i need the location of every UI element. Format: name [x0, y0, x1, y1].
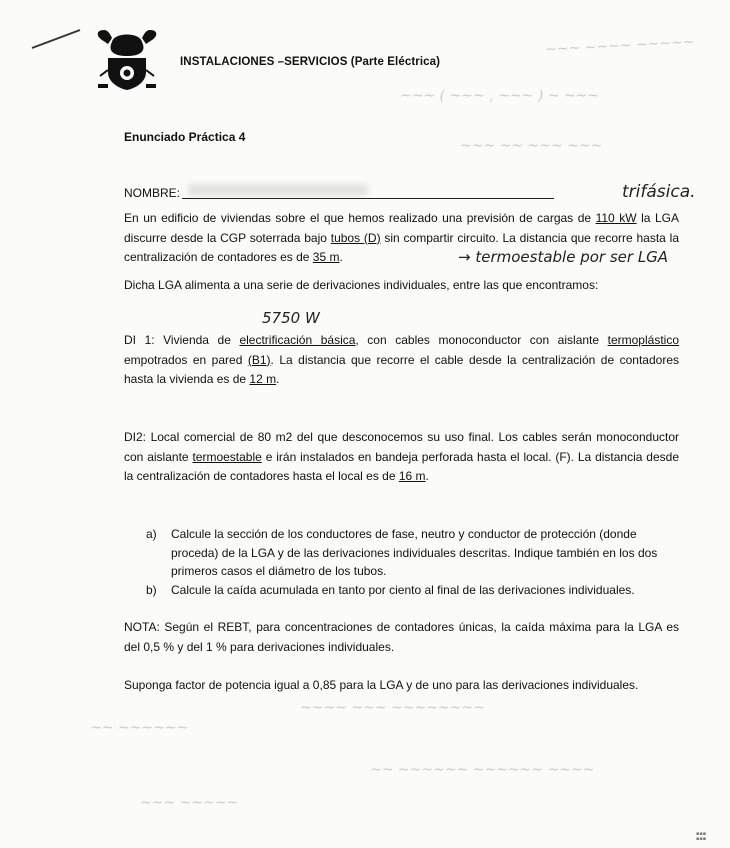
list-item — [146, 581, 681, 600]
paragraph-lga: En un edificio de viviendas sobre el que hemos realizado una previsión de cargas de 110 kW la LGA discurre desde la CGP soterrada bajo tubos (D) sin compartir circuito. La distancia que recorre hasta la centralización de contadores es de 35 m. — [124, 211, 679, 264]
bleed-through-text: ~~~ ~~ ~~~ ~~~ — [460, 138, 603, 154]
handwritten-note-trifasica: trifásica. — [622, 182, 696, 202]
paragraph-di1: DI 1: Vivienda de electrificación básica, con cables monoconductor con aislante termoplástico empotrados en pared (B1). La distancia que recorre el cable desde la centralización de contadores hasta la vivienda es de 12 m. — [124, 333, 679, 386]
bleed-through-text: ~~~ ~~~~ ~~~~~ — [544, 34, 695, 58]
task-marker: b) — [146, 582, 157, 597]
handwritten-note-termoestable: → termoestable por ser LGA — [458, 248, 669, 266]
practice-title: Enunciado Práctica 4 — [124, 130, 246, 144]
list-item — [146, 525, 681, 581]
pen-stroke-icon — [28, 24, 84, 54]
task-text: Calcule la caída acumulada en tanto por ciento al final de las derivaciones individuales. — [171, 582, 635, 597]
paragraph-nota: NOTA: Según el REBT, para concentraciones de contadores únicas, la caída máxima para la LGA es del 0,5 % y del 1 % para derivaciones individuales. — [124, 620, 679, 654]
university-crest-icon — [94, 26, 160, 94]
task-text: Calcule la sección de los conductores de fase, neutro y conductor de protección (donde proceda) de la LGA y de las derivaciones individuales descritas. Indique también en los dos primeros casos el diámetro de los tubos. — [171, 527, 658, 578]
paragraph-di2: DI2: Local comercial de 80 m2 del que desconocemos su uso final. Los cables serán monoconductor con aislante termoestable e irán instalados en bandeja perforada hasta el local. (F). La distancia desde la centralización de contadores hasta el local es de 16 m. — [124, 430, 679, 483]
paragraph-intro: Dicha LGA alimenta a una serie de derivaciones individuales, entre las que encontramos: — [124, 278, 599, 292]
task-marker: a) — [146, 527, 157, 541]
bleed-through-text: ~~ ~~~~~~ ~~~~~~ ~~~~ — [370, 762, 595, 778]
bleed-through-text: ~~ ~~~~~~ — [90, 720, 189, 736]
bleed-through-text: ~~~~ ~~~ ~~~~~~~~ — [300, 700, 485, 716]
name-field — [124, 184, 554, 204]
bleed-through-text: ~~~ ~~~~~ — [140, 795, 239, 811]
task-list — [146, 525, 681, 599]
course-title: INSTALACIONES –SERVICIOS (Parte Eléctrica) — [180, 56, 441, 68]
paragraph-suponga: Suponga factor de potencia igual a 0,85 para la LGA y de uno para las derivaciones individuales. — [124, 678, 639, 692]
redacted-name — [188, 184, 368, 196]
handwritten-note-power: 5750 W — [262, 309, 320, 327]
name-label: NOMBRE: — [124, 186, 181, 200]
scanner-mark-icon: ▪▪▪ ▪▪▪ — [696, 831, 707, 842]
bleed-through-text: ~~~ ( ~~~ , ~~~ ) ~ ~~~ — [400, 88, 600, 104]
name-underline — [182, 198, 554, 199]
